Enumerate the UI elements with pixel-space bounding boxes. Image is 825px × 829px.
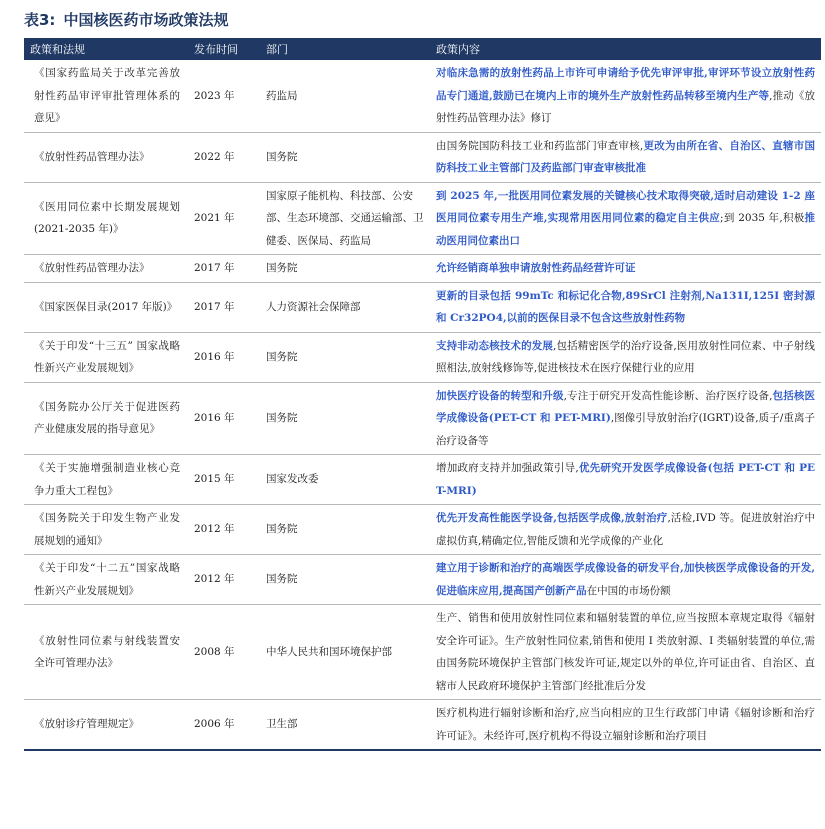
highlighted-text: 到 2025 年,一批医用同位素发展的关键核心技术取得突破,适时启动建设 1-2 座医用同位素专用生产堆,实现常用医用同位素的稳定自主供应 xyxy=(436,189,815,224)
policy-name-cell: 《关于实施增强制造业核心竞争力重大工程包》 xyxy=(24,455,188,505)
table-row xyxy=(24,182,821,255)
table-body xyxy=(24,60,821,750)
policy-name-cell: 《放射诊疗管理规定》 xyxy=(24,700,188,751)
table-header-row xyxy=(24,38,821,60)
table-row xyxy=(24,332,821,382)
policy-name-cell: 《放射性药品管理办法》 xyxy=(24,255,188,283)
content-text: ;到 2035 年,积极 xyxy=(720,212,805,224)
content-text: 医疗机构进行辐射诊断和治疗,应当向相应的卫生行政部门申请《辐射诊断和治疗许可证》。未经许可,医疗机构不得设立辐射诊断和治疗项目 xyxy=(436,707,815,742)
policy-content-cell xyxy=(430,132,821,182)
content-text: ,包括精密医学的治疗设备,医用放射性同位素、中子射线照相法,放射线修饰等,促进核技术在医疗保健行业的应用 xyxy=(436,339,816,374)
highlighted-text: 建立用于诊断和治疗的高端医学成像设备的研发平台,加快核医学成像设备的开发,促进临床应用,提高国产创新产品 xyxy=(436,562,815,597)
release-year-cell: 2017 年 xyxy=(188,282,260,332)
policy-content-cell xyxy=(430,382,821,455)
release-year-cell: 2015 年 xyxy=(188,455,260,505)
table-row xyxy=(24,60,821,132)
policy-content-cell xyxy=(430,60,821,132)
policy-content-cell xyxy=(430,282,821,332)
policy-content-cell xyxy=(430,505,821,555)
policy-name-cell: 《国家医保目录(2017 年版)》 xyxy=(24,282,188,332)
content-text: 增加政府支持并加强政策引导, xyxy=(436,462,579,474)
policy-content-cell xyxy=(430,605,821,700)
highlighted-text: 推动医用同位素出口 xyxy=(436,212,815,247)
release-year-cell: 2006 年 xyxy=(188,700,260,751)
department-cell: 药监局 xyxy=(260,60,430,132)
table-row xyxy=(24,605,821,700)
department-cell: 国家发改委 xyxy=(260,455,430,505)
highlighted-text: 加快医疗设备的转型和升级 xyxy=(436,389,564,402)
release-year-cell: 2021 年 xyxy=(188,182,260,255)
highlighted-text: 更改为由所在省、自治区、直辖市国防科技工业主管部门及药监部门审查审核批准 xyxy=(436,139,815,174)
policy-name-cell: 《关于印发“十二五”国家战略性新兴产业发展规划》 xyxy=(24,555,188,605)
column-header-dept: 部门 xyxy=(260,38,430,60)
content-text: 生产、销售和使用放射性同位素和辐射装置的单位,应当按照本章规定取得《辐射安全许可证》。生产放射性同位素,销售和使用 I 类放射源、I 类辐射装置的单位,需由国务院环境保护主管部门核发许可证,规定以外的单位,许可证由省、自治区、直辖市人民政府环境保护主管部门经批准后分发 xyxy=(436,612,815,692)
department-cell: 人力资源社会保障部 xyxy=(260,282,430,332)
policy-table xyxy=(24,38,821,751)
content-text: ,推动《放射性药品管理办法》修订 xyxy=(436,89,815,124)
highlighted-text: 允许经销商单独申请放射性药品经营许可证 xyxy=(436,262,636,274)
highlighted-text: 更新的目录包括 99mTc 和标记化合物,89SrCl 注射剂,Na131I,125I 密封源和 Cr32PO4,以前的医保目录不包含这些放射性药物 xyxy=(436,289,815,324)
release-year-cell: 2022 年 xyxy=(188,132,260,182)
department-cell: 中华人民共和国环境保护部 xyxy=(260,605,430,700)
policy-name-cell: 《放射性同位素与射线装置安全许可管理办法》 xyxy=(24,605,188,700)
table-name: 中国核医药市场政策法规 xyxy=(63,11,229,29)
highlighted-text: 优先研究开发医学成像设备(包括 PET-CT 和 PET-MRI) xyxy=(436,462,815,497)
table-row xyxy=(24,455,821,505)
policy-content-cell xyxy=(430,182,821,255)
release-year-cell: 2023 年 xyxy=(188,60,260,132)
department-cell: 国务院 xyxy=(260,382,430,455)
table-row xyxy=(24,282,821,332)
policy-name-cell: 《国务院办公厅关于促进医药产业健康发展的指导意见》 xyxy=(24,382,188,455)
release-year-cell: 2017 年 xyxy=(188,255,260,283)
table-row xyxy=(24,132,821,182)
department-cell: 国家原子能机构、科技部、公安部、生态环境部、交通运输部、卫健委、医保局、药监局 xyxy=(260,182,430,255)
column-header-content: 政策内容 xyxy=(430,38,821,60)
release-year-cell: 2016 年 xyxy=(188,332,260,382)
content-text: 在中国的市场份额 xyxy=(586,584,671,597)
policy-name-cell: 《国务院关于印发生物产业发展规划的通知》 xyxy=(24,505,188,555)
content-text: ,图像引导放射治疗(IGRT)设备,质子/重离子治疗设备等 xyxy=(436,412,816,447)
release-year-cell: 2016 年 xyxy=(188,382,260,455)
table-row xyxy=(24,700,821,751)
policy-content-cell xyxy=(430,700,821,751)
department-cell: 国务院 xyxy=(260,332,430,382)
table-title xyxy=(24,8,228,32)
policy-content-cell xyxy=(430,455,821,505)
highlighted-text: 支持非动态核技术的发展 xyxy=(436,339,553,352)
policy-content-cell xyxy=(430,255,821,283)
content-text: ,活检,IVD 等。促进放射治疗中虚拟仿真,精确定位,智能反馈和光学成像的产业化 xyxy=(436,512,815,547)
table-row xyxy=(24,255,821,283)
highlighted-text: 优先开发高性能医学设备,包括医学成像,放射治疗 xyxy=(436,512,668,524)
department-cell: 卫生部 xyxy=(260,700,430,751)
table-number: 表3: xyxy=(24,11,56,29)
highlighted-text: 包括核医学成像设备(PET-CT 和 PET-MRI) xyxy=(436,389,816,424)
content-text: 由国务院国防科技工业和药监部门审查审核, xyxy=(436,139,644,152)
policy-name-cell: 《关于印发“十三五” 国家战略性新兴产业发展规划》 xyxy=(24,332,188,382)
department-cell: 国务院 xyxy=(260,132,430,182)
policy-content-cell xyxy=(430,332,821,382)
table-row xyxy=(24,505,821,555)
policy-name-cell: 《放射性药品管理办法》 xyxy=(24,132,188,182)
column-header-policy: 政策和法规 xyxy=(24,38,188,60)
table-row xyxy=(24,555,821,605)
policy-name-cell: 《国家药监局关于改革完善放射性药品审评审批管理体系的意见》 xyxy=(24,60,188,132)
department-cell: 国务院 xyxy=(260,555,430,605)
column-header-year: 发布时间 xyxy=(188,38,260,60)
highlighted-text: 对临床急需的放射性药品上市许可申请给予优先审评审批,审评环节设立放射性药品专门通道,鼓励已在境内上市的境外生产放射性药品转移至境内生产等 xyxy=(436,67,815,102)
content-text: ,专注于研究开发高性能诊断、治疗医疗设备, xyxy=(563,389,773,402)
release-year-cell: 2008 年 xyxy=(188,605,260,700)
department-cell: 国务院 xyxy=(260,505,430,555)
table-row xyxy=(24,382,821,455)
policy-name-cell: 《医用同位素中长期发展规划(2021-2035 年)》 xyxy=(24,182,188,255)
department-cell: 国务院 xyxy=(260,255,430,283)
release-year-cell: 2012 年 xyxy=(188,555,260,605)
release-year-cell: 2012 年 xyxy=(188,505,260,555)
policy-content-cell xyxy=(430,555,821,605)
